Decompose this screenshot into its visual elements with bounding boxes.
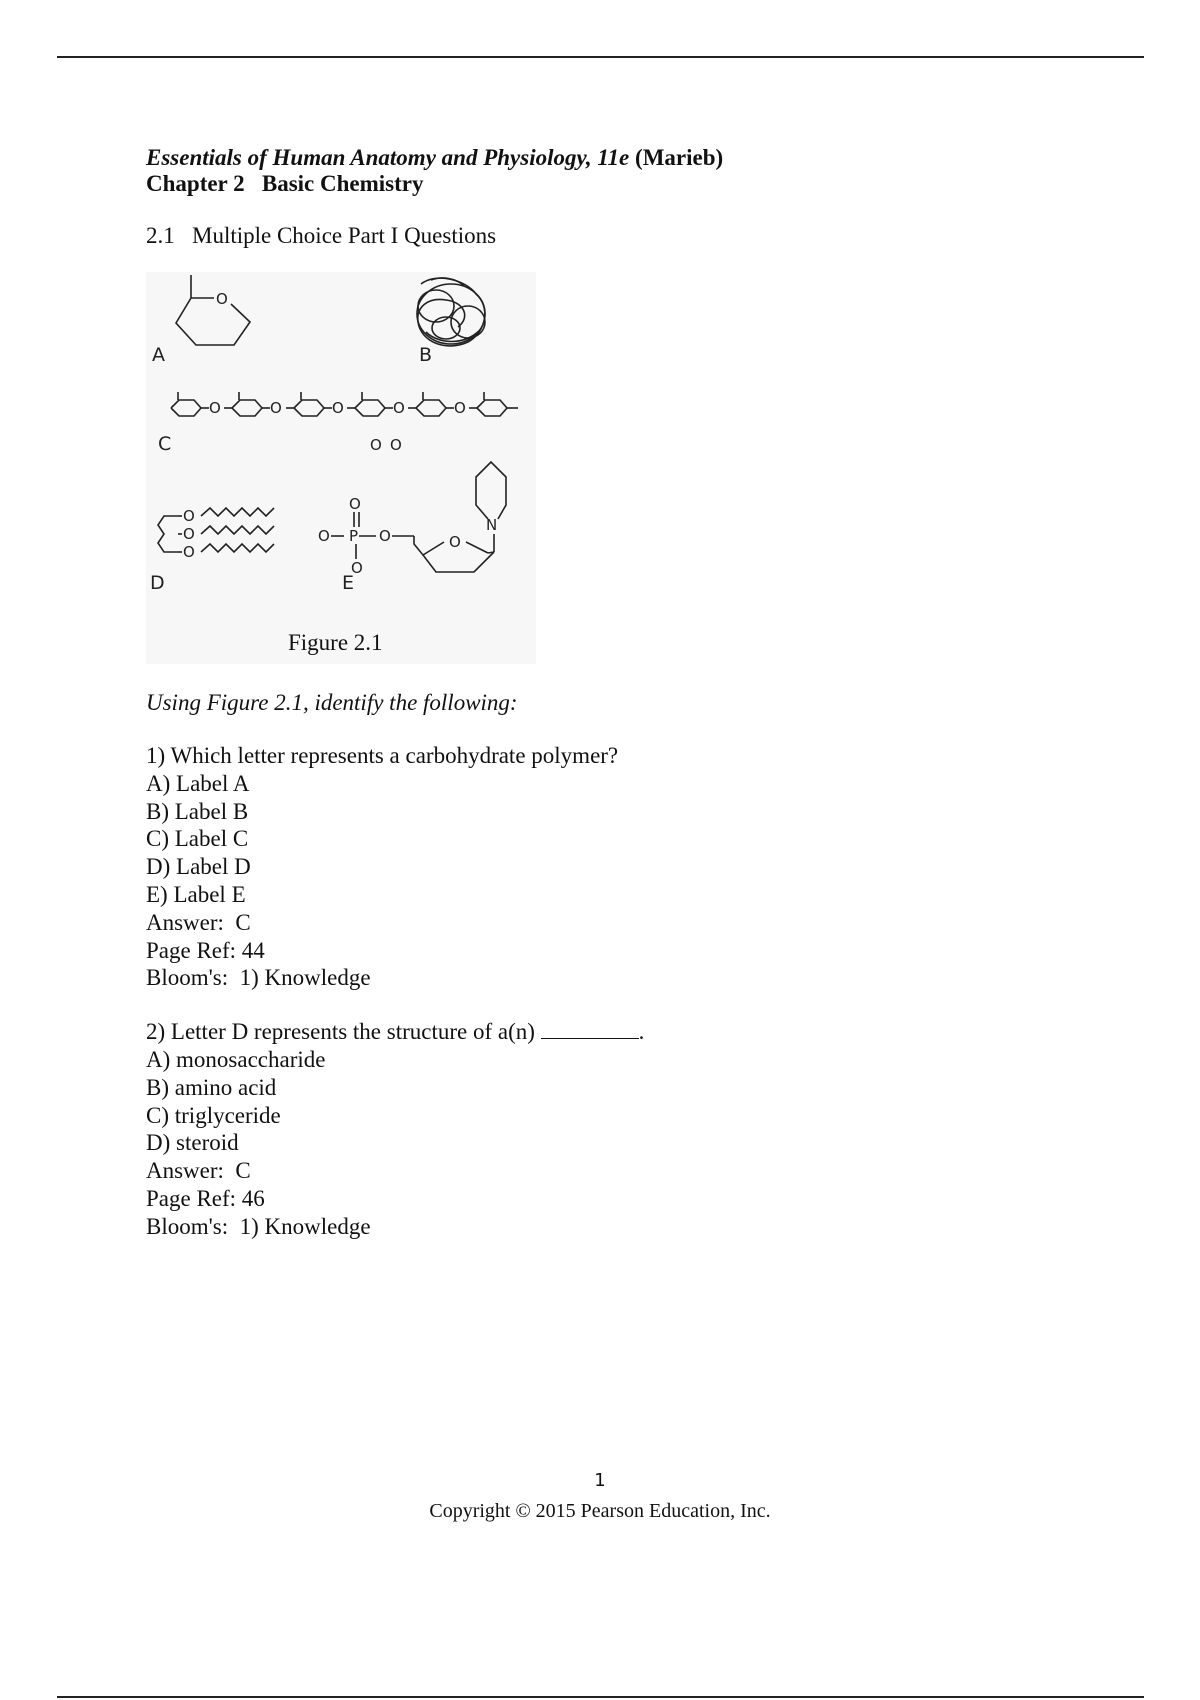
structure-d-triglyceride [158,508,274,552]
copyright: Copyright © 2015 Pearson Education, Inc. [429,1500,771,1522]
option-a: A) monosaccharide [146,1046,326,1072]
molecule-diagram [146,272,536,664]
blooms: Bloom's: 1) Knowledge [146,965,371,991]
question-stem [146,1018,1126,1046]
atom-o: O [379,527,391,545]
book-title [146,145,1126,171]
atom-o: O [318,527,330,545]
option-c: C) triglyceride [146,1102,281,1128]
figure-label-c: C [158,433,172,455]
page-ref: Page Ref: 46 [146,1185,265,1211]
atom-o: O [454,399,466,417]
chapter-title: Chapter 2 Basic Chemistry [146,171,424,196]
option-c: C) Label C [146,826,249,852]
figure-label-e: E [342,572,355,594]
atom-o: O [351,559,363,577]
instruction: Using Figure 2.1, identify the following: [146,690,518,715]
atom-o: O [183,525,195,543]
figure-caption: Figure 2.1 [288,630,383,655]
page-number: 1 [594,1470,606,1491]
option-d: D) steroid [146,1130,239,1156]
author: (Marieb) [629,145,724,170]
atom-o: O [183,507,195,525]
option-b: B) Label B [146,798,249,824]
atom-o: O [393,399,405,417]
atom-o: O [332,399,344,417]
stem-text: 2) Letter D represents the structure of a(n) [146,1019,541,1045]
book-title-italic: Essentials of Human Anatomy and Physiology, 11e [146,145,630,170]
option-b: B) amino acid [146,1074,277,1100]
atom-o: O [183,543,195,561]
option-d: D) Label D [146,854,251,880]
blooms: Bloom's: 1) Knowledge [146,1213,371,1239]
section-heading: 2.1 Multiple Choice Part I Questions [146,223,497,248]
figure-label-b: B [419,344,433,366]
atom-o: O [349,495,361,513]
structure-e-nucleotide [331,462,506,572]
atom-o: O [370,436,382,454]
atom-n: N [486,516,498,534]
document-page [146,145,1126,1241]
atom-o: O [390,436,402,454]
bottom-rule [57,1696,1144,1698]
question-1 [146,742,1126,992]
answer: Answer: C [146,1158,251,1184]
option-e: E) Label E [146,881,246,907]
figure-label-a: A [152,344,165,366]
structure-b-protein [417,278,485,346]
question-2 [146,1018,1126,1240]
atom-o: O [270,399,282,417]
top-rule [57,56,1144,58]
page-ref: Page Ref: 44 [146,937,265,963]
option-a: A) Label A [146,770,250,796]
structure-a-monosaccharide [176,275,250,345]
stem-end: . [638,1019,645,1045]
answer: Answer: C [146,909,251,935]
atom-o: O [209,399,221,417]
figure-label-d: D [150,572,165,594]
answer-blank [541,1020,639,1039]
atom-p: P [349,527,359,545]
atom-o: O [449,533,461,551]
question-stem: 1) Which letter represents a carbohydrate polymer? [146,743,619,768]
atom-o: O [216,290,228,308]
figure-2-1 [146,272,536,664]
structure-c-polysaccharide [171,392,518,416]
